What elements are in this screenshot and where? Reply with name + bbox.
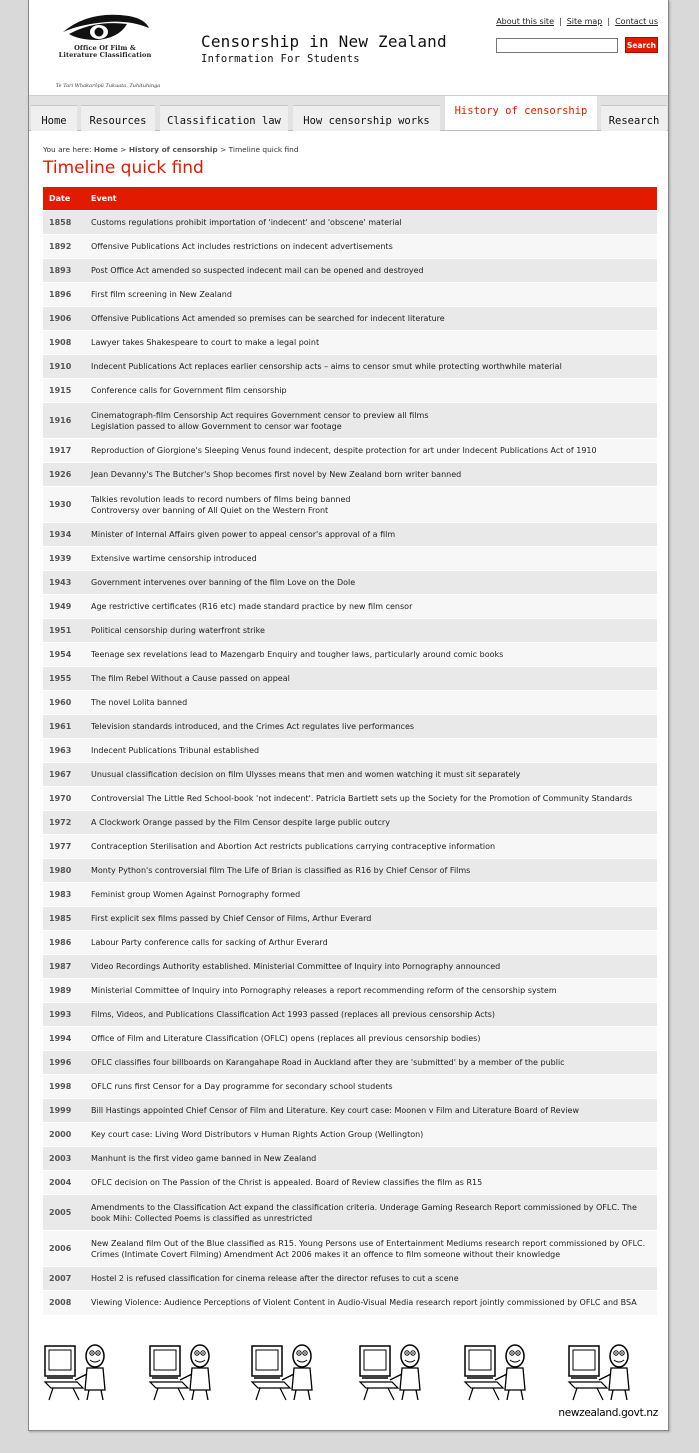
row-event-text: Bill Hastings appointed Chief Censor of Film and Literature. Key court case: Moonen v Film and Literature Board of Review [91,1106,580,1115]
table-row [43,979,657,1003]
row-year: 1939 [43,547,85,571]
row-event [85,691,657,715]
row-year: 1906 [43,307,85,331]
row-year: 1917 [43,439,85,463]
row-event-text: Video Recordings Authority established. Ministerial Committee of Inquiry into Pornography announced [91,962,501,971]
row-event [85,931,657,955]
row-event [85,595,657,619]
row-event-text: Indecent Publications Tribunal established [91,746,260,755]
row-event [85,211,657,235]
tab-how-censorship-works[interactable]: How censorship works [293,105,440,131]
row-event-text: Government intervenes over banning of the film Love on the Dole [91,578,356,587]
cartoon-figure-icon [148,1338,218,1402]
cartoon-figure-icon [43,1338,113,1402]
row-event [85,1003,657,1027]
row-event-text: Films, Videos, and Publications Classification Act 1993 passed (replaces all previous censorship Acts) [91,1010,496,1019]
row-year: 1985 [43,907,85,931]
table-row [43,1051,657,1075]
table-row [43,547,657,571]
newzealand-govt-logo[interactable]: newzealand.govt.nz [558,1407,658,1419]
row-event-text: Conference calls for Government film censorship [91,386,287,395]
row-event-text: OFLC runs first Censor for a Day programme for secondary school students [91,1082,393,1091]
row-year: 1858 [43,211,85,235]
row-year: 1951 [43,619,85,643]
table-row [43,571,657,595]
row-year: 1996 [43,1051,85,1075]
row-year: 1892 [43,235,85,259]
row-event [85,1051,657,1075]
cartoon-figure-icon [463,1338,533,1402]
row-event-text: Office of Film and Literature Classification (OFLC) opens (replaces all previous censorship bodies) [91,1034,481,1043]
row-event-text: First explicit sex films passed by Chief Censor of Films, Arthur Everard [91,914,372,923]
table-row [43,307,657,331]
row-event [85,1195,657,1231]
row-event-text: The film Rebel Without a Cause passed on appeal [91,674,290,683]
row-year: 1998 [43,1075,85,1099]
row-event [85,1267,657,1291]
cartoon-strip [43,1338,655,1404]
row-event [85,859,657,883]
row-event [85,1027,657,1051]
row-event-text: Unusual classification decision on film Ulysses means that men and women watching it must sit separately [91,770,521,779]
table-row [43,403,657,439]
tab-resources[interactable]: Resources [81,105,155,131]
row-year: 2004 [43,1171,85,1195]
table-row [43,907,657,931]
row-event-text: OFLC decision on The Passion of the Christ is appealed. Board of Review classifies the film as R15 [91,1178,483,1187]
row-event [85,1231,657,1267]
row-event-text-line2: Controversy over banning of All Quiet on the Western Front [91,505,329,515]
table-row [43,1003,657,1027]
row-year: 1994 [43,1027,85,1051]
row-event [85,235,657,259]
table-row [43,1291,657,1315]
row-year: 1967 [43,763,85,787]
row-year: 1943 [43,571,85,595]
row-event-text: Lawyer takes Shakespeare to court to make a legal point [91,338,320,347]
row-event [85,403,657,439]
table-row [43,715,657,739]
row-event-text: Manhunt is the first video game banned in New Zealand [91,1154,317,1163]
table-row [43,1099,657,1123]
table-row [43,739,657,763]
tab-research[interactable]: Research [601,105,667,131]
table-row [43,379,657,403]
row-event-text: Minister of Internal Affairs given power to appeal censor's approval of a film [91,530,396,539]
utility-separator: | [607,17,611,26]
row-event-text: The novel Lolita banned [91,698,188,707]
table-row [43,835,657,859]
breadcrumb-history[interactable]: History of censorship [128,145,218,154]
row-event-text-line2: Crimes (Intimate Covert Filming) Amendment Act 2006 makes it an offence to film someone without their knowledge [91,1249,561,1259]
row-event [85,1123,657,1147]
row-year: 1926 [43,463,85,487]
row-year: 2008 [43,1291,85,1315]
table-row [43,955,657,979]
row-year: 1999 [43,1099,85,1123]
row-event [85,1075,657,1099]
row-event-text: First film screening in New Zealand [91,290,232,299]
row-event-text: Offensive Publications Act includes restrictions on indecent advertisements [91,242,393,251]
table-row [43,355,657,379]
row-year: 2003 [43,1147,85,1171]
row-year: 1980 [43,859,85,883]
table-row [43,643,657,667]
table-row [43,1123,657,1147]
row-event [85,523,657,547]
row-event [85,1171,657,1195]
row-event [85,835,657,859]
table-row [43,1195,657,1231]
row-event-text: Contraception Sterilisation and Abortion Act restricts publications carrying contraceptive information [91,842,496,851]
tab-history-of-censorship[interactable]: History of censorship [445,95,597,130]
row-event-text: OFLC classifies four billboards on Karangahape Road in Auckland after they are 'submitted' by a member of the public [91,1058,565,1067]
row-year: 1954 [43,643,85,667]
row-year: 2006 [43,1231,85,1267]
row-year: 1989 [43,979,85,1003]
row-year: 1983 [43,883,85,907]
tab-home[interactable]: Home [31,105,77,131]
search-input[interactable] [496,38,618,53]
table-row [43,1075,657,1099]
table-row [43,283,657,307]
table-row [43,595,657,619]
breadcrumb-separator: > [220,145,227,154]
utility-links [496,17,658,26]
breadcrumb-home[interactable]: Home [93,145,118,154]
oflc-logo[interactable] [55,12,161,89]
row-event-text: Controversial The Little Red School-book 'not indecent'. Patricia Bartlett sets up the Society for the Promotion of Community Standards [91,794,633,803]
about-link[interactable]: About this site [496,17,554,26]
row-event [85,1147,657,1171]
table-row [43,331,657,355]
row-year: 1908 [43,331,85,355]
timeline-body [43,211,657,1315]
breadcrumb [43,145,299,154]
table-row [43,1147,657,1171]
row-year: 2000 [43,1123,85,1147]
row-event-text: New Zealand film Out of the Blue classified as R15. Young Persons use of Entertainment Mediums research report commissioned by OFLC. [91,1238,646,1248]
row-event-text: Post Office Act amended so suspected indecent mail can be opened and destroyed [91,266,424,275]
row-event [85,547,657,571]
row-event-text: Talkies revolution leads to record numbers of films being banned [91,494,351,504]
row-year: 1987 [43,955,85,979]
row-event [85,739,657,763]
row-event [85,811,657,835]
row-event-text: Ministerial Committee of Inquiry into Pornography releases a report recommending reform of the censorship system [91,986,557,995]
table-row [43,259,657,283]
table-row [43,667,657,691]
row-event [85,907,657,931]
table-row [43,439,657,463]
cartoon-figure-icon [250,1338,320,1402]
page-title: Timeline quick find [43,158,204,178]
row-event-text: Teenage sex revelations lead to Mazengarb Enquiry and tougher laws, particularly around comic books [91,650,504,659]
row-event [85,667,657,691]
table-header-row [43,187,657,211]
table-row [43,931,657,955]
row-event-text: Customs regulations prohibit importation of 'indecent' and 'obscene' material [91,218,402,227]
event-column-header: Event [85,187,657,211]
row-event [85,979,657,1003]
cartoon-figure-icon [567,1338,637,1402]
contact-link[interactable]: Contact us [615,17,658,26]
row-event [85,307,657,331]
table-row [43,487,657,523]
row-year: 1934 [43,523,85,547]
org-name-maori: Te Tari Whakarōpū Tukuata, Tuhituhinga [55,83,161,89]
row-year: 1916 [43,403,85,439]
row-year: 1910 [43,355,85,379]
timeline-table [43,187,657,1315]
row-event-text: Monty Python's controversial film The Life of Brian is classified as R16 by Chief Censor of Films [91,866,471,875]
row-event [85,463,657,487]
table-row [43,1231,657,1267]
row-event-text: Extensive wartime censorship introduced [91,554,257,563]
row-event [85,259,657,283]
row-event-text: Hostel 2 is refused classification for cinema release after the director refuses to cut a scene [91,1274,459,1283]
breadcrumb-current: Timeline quick find [228,145,299,154]
table-row [43,235,657,259]
row-year: 2007 [43,1267,85,1291]
table-row [43,619,657,643]
site-title-main: Censorship in New Zealand [201,32,447,51]
table-row [43,1027,657,1051]
row-event-text: Jean Devanny's The Butcher's Shop becomes first novel by New Zealand born writer banned [91,470,462,479]
row-event [85,715,657,739]
row-event-text: Reproduction of Giorgione's Sleeping Venus found indecent, despite protection for art under Indecent Publications Act of 1910 [91,446,597,455]
org-name: Office Of Film & Literature Classification [58,44,152,60]
breadcrumb-prefix: You are here: [43,145,92,154]
row-event-text: Feminist group Women Against Pornography formed [91,890,301,899]
row-year: 1955 [43,667,85,691]
date-column-header: Date [43,187,85,211]
row-event [85,1099,657,1123]
row-event [85,331,657,355]
row-event-text: Cinematograph-film Censorship Act requires Government censor to preview all films [91,410,429,420]
search-button[interactable]: Search [625,37,658,53]
row-event-text: Key court case: Living Word Distributors v Human Rights Action Group (Wellington) [91,1130,424,1139]
row-event-text: Television standards introduced, and the Crimes Act regulates live performances [91,722,415,731]
row-event [85,487,657,523]
row-event [85,1291,657,1315]
table-row [43,211,657,235]
eye-logo-icon [59,12,151,44]
row-event [85,763,657,787]
row-year: 1915 [43,379,85,403]
row-year: 1961 [43,715,85,739]
table-row [43,1267,657,1291]
row-event [85,379,657,403]
row-event [85,787,657,811]
sitemap-link[interactable]: Site map [566,17,603,26]
row-event-text: Political censorship during waterfront strike [91,626,265,635]
site-subtitle: Information For Students [201,53,360,65]
row-event-text: Labour Party conference calls for sacking of Arthur Everard [91,938,328,947]
row-event [85,883,657,907]
row-year: 1977 [43,835,85,859]
row-event-text: Offensive Publications Act amended so premises can be searched for indecent literature [91,314,445,323]
utility-separator: | [559,17,562,26]
row-event-text: A Clockwork Orange passed by the Film Censor despite large public outcry [91,818,390,827]
row-event [85,439,657,463]
table-row [43,859,657,883]
row-event [85,955,657,979]
breadcrumb-separator: > [120,145,127,154]
row-year: 1970 [43,787,85,811]
row-year: 1972 [43,811,85,835]
row-event-text-line2: Legislation passed to allow Government to censor war footage [91,421,342,431]
table-row [43,463,657,487]
tab-classification-law[interactable]: Classification law [160,105,288,131]
row-year: 1896 [43,283,85,307]
row-year: 2005 [43,1195,85,1231]
table-row [43,883,657,907]
table-row [43,787,657,811]
row-year: 1930 [43,487,85,523]
row-event [85,571,657,595]
table-row [43,523,657,547]
page-container [28,0,669,1431]
row-event-text: Viewing Violence: Audience Perceptions of Violent Content in Audio-Visual Media research report jointly commissioned by OFLC and BSA [91,1298,637,1308]
row-event [85,643,657,667]
site-title [201,32,447,65]
row-year: 1960 [43,691,85,715]
cartoon-figure-icon [358,1338,428,1402]
row-year: 1993 [43,1003,85,1027]
row-year: 1893 [43,259,85,283]
row-event-text: Indecent Publications Act replaces earlier censorship acts – aims to censor smut while protecting worthwhile material [91,362,562,371]
row-event-text-line2: book Mihi: Collected Poems is classified as unrestricted [91,1213,313,1223]
table-row [43,1171,657,1195]
row-event-text: Amendments to the Classification Act expand the classification criteria. Underage Gaming Research Report commissioned by OFLC. The [91,1202,637,1212]
row-event [85,355,657,379]
table-row [43,811,657,835]
row-event [85,619,657,643]
table-row [43,763,657,787]
row-event-text: Age restrictive certificates (R16 etc) made standard practice by new film censor [91,602,413,611]
row-year: 1986 [43,931,85,955]
row-event [85,283,657,307]
table-row [43,691,657,715]
row-year: 1949 [43,595,85,619]
row-year: 1963 [43,739,85,763]
